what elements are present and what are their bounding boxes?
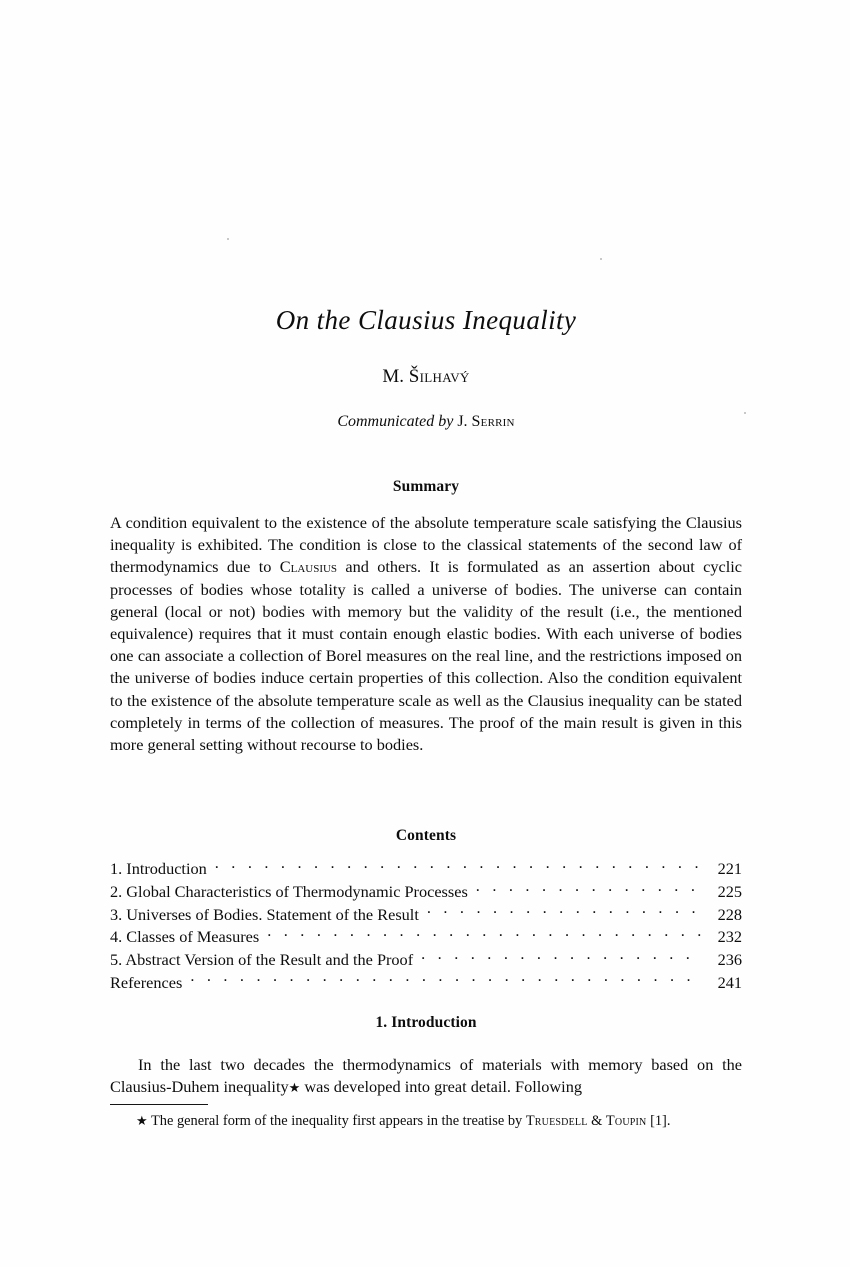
toc-entry[interactable]	[110, 926, 742, 949]
summary-heading: Summary	[392, 478, 460, 495]
toc-dot-leader	[190, 972, 703, 988]
toc-entry[interactable]	[110, 881, 742, 904]
toc-entry-page: 236	[717, 950, 742, 970]
scan-speck	[600, 258, 602, 260]
introduction-paragraph	[110, 1054, 742, 1099]
toc-dot-leader	[421, 949, 703, 965]
toc-dot-leader	[476, 881, 703, 897]
footnote-ampersand: &	[587, 1113, 606, 1129]
toc-entry-label: References	[110, 972, 183, 992]
toc-dot-leader	[267, 926, 703, 942]
introduction-heading: 1. Introduction	[375, 1014, 477, 1031]
toc-dot-leader	[215, 858, 703, 874]
toc-entry-label: 5. Abstract Version of the Result and the Proof	[110, 950, 414, 970]
toc-entry-page: 221	[717, 859, 742, 879]
author-line	[110, 365, 742, 389]
author-surname: Šilhavý	[408, 366, 470, 387]
footnote-separator	[110, 1104, 208, 1105]
footnote-marker-icon: ★	[288, 1080, 301, 1096]
introduction-text-part-1: In the last two decades the thermodynamics of materials with memory based on the Clausius-Duhem inequality	[110, 1055, 742, 1097]
scan-speck	[744, 412, 746, 414]
toc-entry-label: 2. Global Characteristics of Thermodynamic Processes	[110, 882, 468, 901]
introduction-text-part-2: was developed into great detail. Following	[300, 1077, 582, 1097]
toc-entry-page: 225	[717, 882, 742, 901]
toc-entry-label: 1. Introduction	[110, 859, 207, 879]
footnote-text-part-2: [1].	[646, 1113, 671, 1129]
summary-paragraph	[110, 512, 742, 756]
footnote-text	[110, 1111, 742, 1132]
footnote-text-part-1: The general form of the inequality first appears in the treatise by	[147, 1113, 526, 1129]
scan-speck	[227, 238, 229, 240]
table-of-contents	[110, 858, 742, 994]
summary-text-part-1: A condition equivalent to the existence of the absolute temperature scale satisfying the Clausius inequality is exhibited. The condition is close to the classical statements of the second law of thermodynamics due to	[110, 513, 742, 577]
toc-entry[interactable]	[110, 972, 742, 995]
contents-heading: Contents	[395, 827, 457, 844]
communicator-initial: J.	[457, 413, 468, 430]
summary-smallcaps-name: Clausius	[279, 557, 338, 577]
toc-entry[interactable]	[110, 858, 742, 881]
toc-entry-label: 3. Universes of Bodies. Statement of the Result	[110, 904, 419, 924]
footnote-author-two: Toupin	[605, 1113, 647, 1129]
toc-entry[interactable]	[110, 903, 742, 926]
footnote-author-one: Truesdell	[525, 1113, 588, 1129]
toc-entry-page: 228	[717, 904, 742, 924]
toc-entry-page: 241	[717, 972, 742, 992]
footnote-star-icon: ★	[136, 1113, 148, 1128]
communicated-by-line	[110, 411, 742, 432]
communicated-prefix: Communicated by	[337, 413, 454, 430]
communicator-surname: Serrin	[471, 413, 515, 430]
author-initial: M.	[382, 366, 405, 387]
title-text: On the Clausius Inequality	[275, 305, 577, 335]
summary-text-part-2: and others. It is formulated as an assertion about cyclic processes of bodies whose totality is called a universe of bodies. The universe can contain general (local or not) bodies with memory but the validity of the result (i.e., the mentioned equivalence) requires that it must contain enough elastic bodies. With each universe of bodies one can associate a collection of Borel measures on the real line, and the restrictions imposed on the universe of bodies induce certain properties of this collection. Also the condition equivalent to the existence of the absolute temperature scale as well as the Clausius inequality can be stated completely in terms of the collection of measures. The proof of the main result is given in this more general setting without recourse to bodies.	[110, 557, 742, 755]
toc-dot-leader	[427, 903, 703, 919]
toc-entry-label: 4. Classes of Measures	[110, 927, 260, 947]
toc-entry-page: 232	[717, 927, 742, 947]
page-title	[110, 303, 742, 337]
toc-entry[interactable]	[110, 949, 742, 972]
